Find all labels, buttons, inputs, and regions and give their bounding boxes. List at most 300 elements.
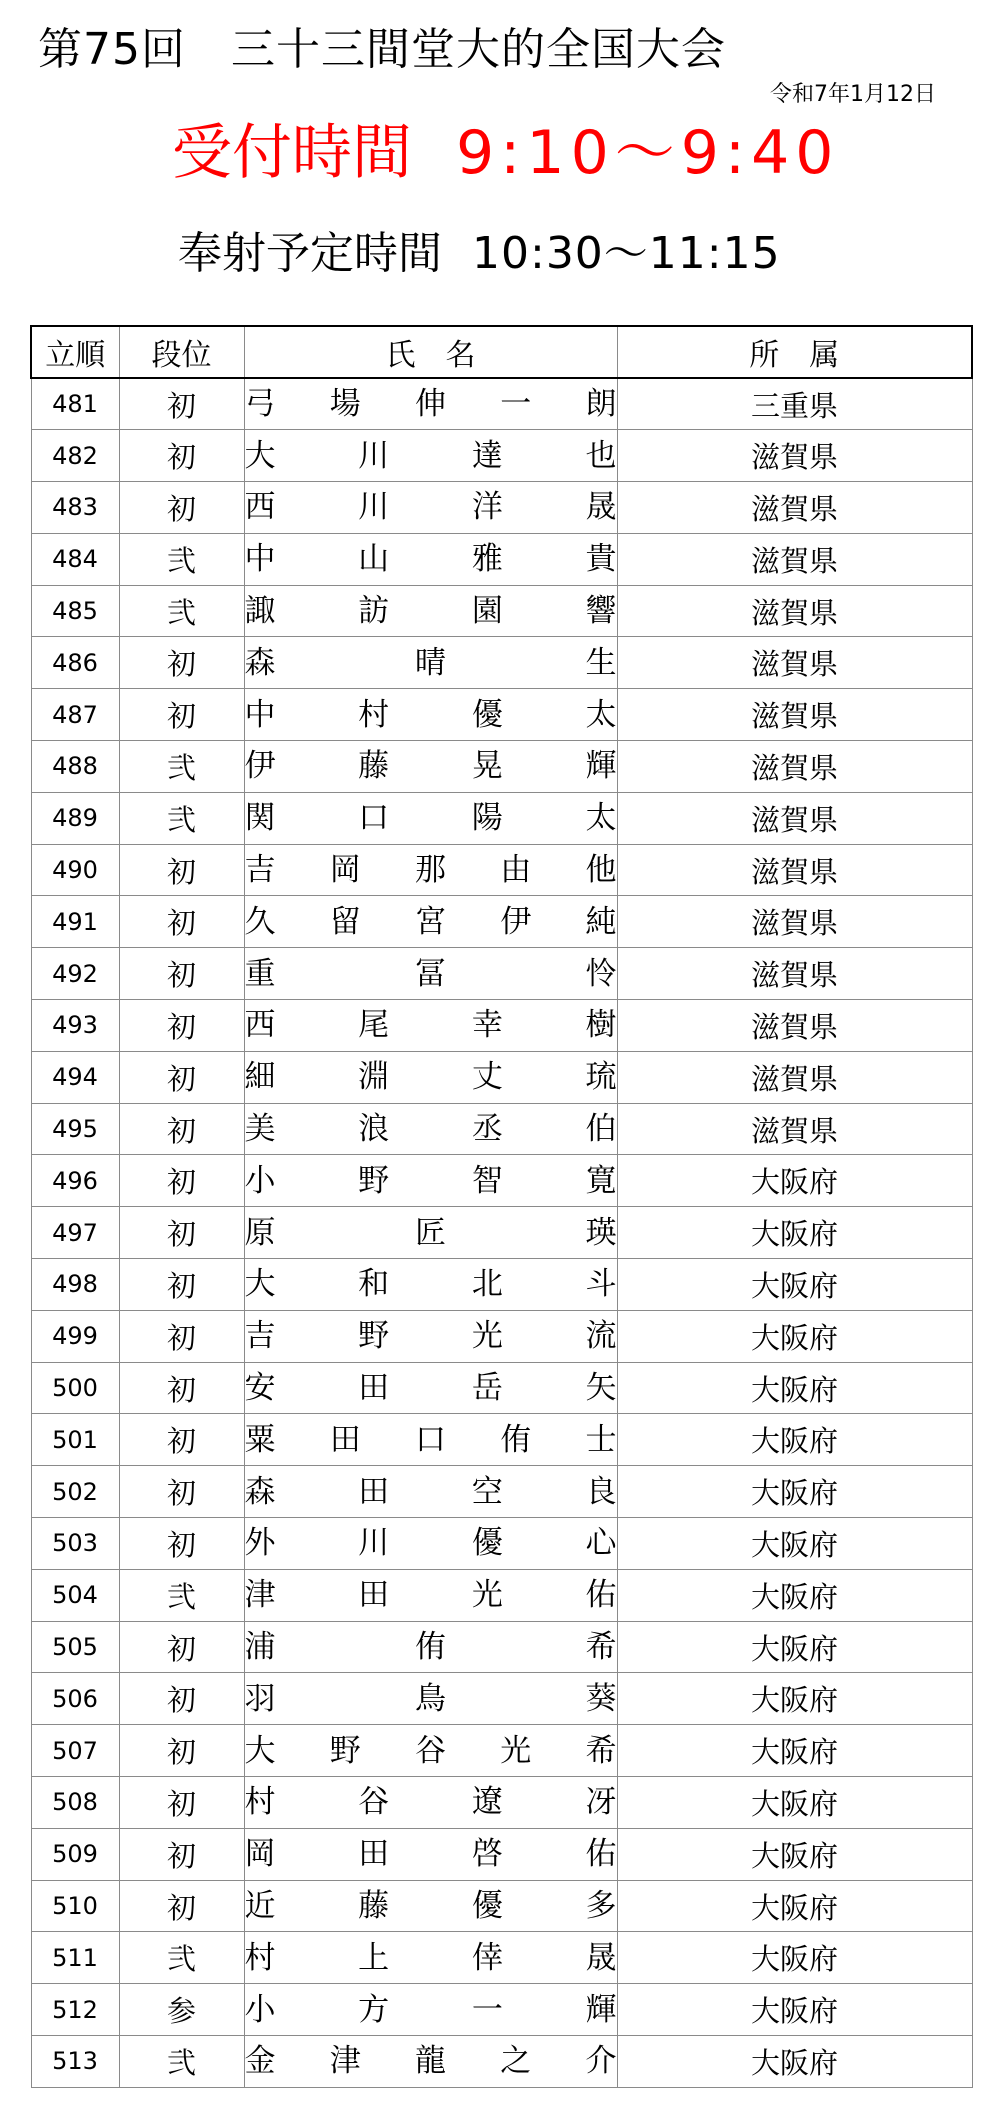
order-number-cell: 492 (31, 948, 119, 1000)
name-character: 場 (329, 386, 361, 423)
name-characters (245, 1057, 617, 1097)
name-character: 野 (358, 1162, 390, 1199)
name-cell (244, 1828, 617, 1880)
name-characters (245, 798, 617, 838)
name-characters (245, 2041, 617, 2081)
name-cell (244, 637, 617, 689)
name-characters (245, 695, 617, 735)
order-number-cell: 497 (31, 1207, 119, 1259)
name-characters (245, 1005, 617, 1045)
table-row (31, 2036, 972, 2088)
order-number-cell: 490 (31, 844, 119, 896)
name-character: 浪 (358, 1111, 390, 1148)
name-cell (244, 1000, 617, 1052)
name-character: 遼 (471, 1784, 503, 1821)
name-characters (245, 1161, 617, 1201)
rank-cell: 参 (119, 1984, 244, 2036)
name-characters (245, 746, 617, 786)
order-number-cell: 509 (31, 1828, 119, 1880)
name-cell (244, 896, 617, 948)
name-characters (245, 1575, 617, 1615)
shooting-time-line (178, 228, 781, 280)
affiliation-cell: 大阪府 (617, 1362, 972, 1414)
table-row (31, 1518, 972, 1570)
name-characters (245, 643, 617, 683)
name-character: 諏 (244, 593, 276, 630)
rank-cell: 初 (119, 1310, 244, 1362)
table-row (31, 1103, 972, 1155)
name-cell (244, 1932, 617, 1984)
table-row (31, 1673, 972, 1725)
name-character: 森 (244, 644, 276, 681)
order-number-cell: 483 (31, 482, 119, 534)
reception-time-line (172, 118, 839, 188)
table-row (31, 1828, 972, 1880)
order-number-cell: 501 (31, 1414, 119, 1466)
name-character: 川 (358, 1525, 390, 1562)
table-header-row (31, 326, 972, 378)
affiliation-cell: 大阪府 (617, 1621, 972, 1673)
rank-cell: 初 (119, 1621, 244, 1673)
name-characters (245, 1938, 617, 1978)
table-row (31, 1362, 972, 1414)
name-character: 谷 (415, 1732, 446, 1769)
name-character: 田 (358, 1836, 390, 1873)
name-character: 優 (471, 1525, 503, 1562)
name-characters (245, 902, 617, 942)
name-character: 留 (329, 903, 361, 940)
rank-cell: 初 (119, 1362, 244, 1414)
rank-cell: 初 (119, 1466, 244, 1518)
column-header-name: 氏 名 (244, 326, 617, 378)
order-number-cell: 510 (31, 1880, 119, 1932)
affiliation-cell: 大阪府 (617, 1777, 972, 1829)
name-character: 朗 (585, 386, 617, 423)
rank-cell: 初 (119, 430, 244, 482)
affiliation-cell: 滋賀県 (617, 637, 972, 689)
name-character: 那 (415, 852, 446, 889)
rank-cell: 初 (119, 482, 244, 534)
affiliation-cell: 滋賀県 (617, 1103, 972, 1155)
table-row (31, 1932, 972, 1984)
name-cell (244, 2036, 617, 2088)
name-character: 細 (244, 1059, 276, 1096)
name-character: 尾 (358, 1007, 390, 1044)
table-row (31, 896, 972, 948)
column-header-affiliation: 所 属 (617, 326, 972, 378)
name-character: 丞 (471, 1111, 503, 1148)
name-character: 大 (244, 437, 276, 474)
name-character: 鳥 (415, 1680, 446, 1717)
name-character: 川 (358, 489, 390, 526)
name-character: 怜 (585, 955, 617, 992)
name-character: 丈 (471, 1059, 503, 1096)
affiliation-cell: 大阪府 (617, 1932, 972, 1984)
name-character: 幸 (471, 1007, 503, 1044)
name-character: 大 (244, 1732, 276, 1769)
order-number-cell: 486 (31, 637, 119, 689)
name-cell (244, 1414, 617, 1466)
name-characters (245, 1886, 617, 1926)
name-character: 中 (244, 541, 276, 578)
order-number-cell: 511 (31, 1932, 119, 1984)
order-number-cell: 481 (31, 378, 119, 430)
table-row (31, 1414, 972, 1466)
name-character: 関 (244, 800, 276, 837)
name-character: 矢 (585, 1370, 617, 1407)
affiliation-cell: 大阪府 (617, 1673, 972, 1725)
name-characters (245, 539, 617, 579)
name-character: 園 (471, 593, 503, 630)
table-row (31, 689, 972, 741)
affiliation-cell: 滋賀県 (617, 585, 972, 637)
affiliation-cell: 滋賀県 (617, 482, 972, 534)
table-row (31, 1725, 972, 1777)
affiliation-cell: 大阪府 (617, 1518, 972, 1570)
order-number-cell: 495 (31, 1103, 119, 1155)
name-character: 琉 (585, 1059, 617, 1096)
table-row (31, 1051, 972, 1103)
affiliation-cell: 滋賀県 (617, 896, 972, 948)
rank-cell: 初 (119, 1414, 244, 1466)
order-number-cell: 496 (31, 1155, 119, 1207)
name-cell (244, 1673, 617, 1725)
name-character: 藤 (358, 748, 390, 785)
name-character: 光 (500, 1732, 532, 1769)
reception-label: 受付時間 (172, 118, 412, 188)
table-row (31, 1207, 972, 1259)
name-character: 由 (500, 852, 532, 889)
name-character: 晟 (585, 1939, 617, 1976)
document-date: 令和7年1月12日 (770, 82, 936, 107)
name-characters (245, 384, 617, 424)
order-number-cell: 505 (31, 1621, 119, 1673)
affiliation-cell: 大阪府 (617, 1310, 972, 1362)
order-number-cell: 503 (31, 1518, 119, 1570)
affiliation-cell: 滋賀県 (617, 948, 972, 1000)
name-character: 希 (585, 1629, 617, 1666)
name-character: 森 (244, 1473, 276, 1510)
name-character: 谷 (358, 1784, 390, 1821)
name-cell (244, 378, 617, 430)
name-character: 多 (585, 1888, 617, 1924)
name-characters (245, 1264, 617, 1304)
name-character: 淵 (358, 1059, 390, 1096)
table-row (31, 844, 972, 896)
name-characters (245, 1731, 617, 1771)
order-number-cell: 485 (31, 585, 119, 637)
name-cell (244, 1051, 617, 1103)
name-character: 久 (244, 903, 276, 940)
affiliation-cell: 滋賀県 (617, 792, 972, 844)
rank-cell: 初 (119, 689, 244, 741)
rank-cell: 初 (119, 1518, 244, 1570)
affiliation-cell: 大阪府 (617, 1880, 972, 1932)
order-number-cell: 512 (31, 1984, 119, 2036)
name-character: 純 (585, 903, 617, 940)
affiliation-cell: 滋賀県 (617, 1051, 972, 1103)
name-character: 訪 (358, 593, 390, 630)
affiliation-cell: 滋賀県 (617, 430, 972, 482)
table-row (31, 1310, 972, 1362)
name-character: 川 (358, 437, 390, 474)
name-character: 光 (471, 1577, 503, 1614)
name-character: 近 (244, 1888, 276, 1924)
name-characters (245, 1627, 617, 1667)
rank-cell: 弐 (119, 2036, 244, 2088)
name-characters (245, 1834, 617, 1874)
name-character: 倖 (471, 1939, 503, 1976)
name-character: 伯 (585, 1111, 617, 1148)
rank-cell: 初 (119, 1259, 244, 1311)
name-character: 山 (358, 541, 390, 578)
name-cell (244, 1259, 617, 1311)
affiliation-cell: 大阪府 (617, 1725, 972, 1777)
order-number-cell: 508 (31, 1777, 119, 1829)
name-character: 伸 (415, 386, 446, 423)
name-character: 侑 (500, 1421, 532, 1458)
name-character: 津 (329, 2043, 361, 2080)
name-character: 田 (358, 1370, 390, 1407)
name-character: 葵 (585, 1680, 617, 1717)
shooting-time: 10:30～11:15 (472, 228, 781, 279)
order-number-cell: 484 (31, 533, 119, 585)
name-characters (245, 1523, 617, 1563)
table-row (31, 1777, 972, 1829)
name-character: 田 (358, 1473, 390, 1510)
name-character: 上 (358, 1939, 390, 1976)
name-character: 之 (500, 2043, 532, 2080)
name-character: 他 (585, 852, 617, 889)
name-character: 大 (244, 1266, 276, 1303)
table-row (31, 1984, 972, 2036)
reception-time: 9:10～9:40 (456, 118, 840, 188)
rank-cell: 初 (119, 948, 244, 1000)
name-character: 伊 (244, 748, 276, 785)
rank-cell: 初 (119, 637, 244, 689)
rank-cell: 弐 (119, 585, 244, 637)
name-characters (245, 1420, 617, 1460)
affiliation-cell: 滋賀県 (617, 689, 972, 741)
name-characters (245, 1316, 617, 1356)
name-character: 村 (244, 1939, 276, 1976)
name-character: 太 (585, 696, 617, 733)
table-row (31, 637, 972, 689)
name-characters (245, 1368, 617, 1408)
affiliation-cell: 滋賀県 (617, 741, 972, 793)
name-character: 羽 (244, 1680, 276, 1717)
name-cell (244, 689, 617, 741)
name-character: 金 (244, 2043, 276, 2080)
name-character: 野 (329, 1732, 361, 1769)
name-cell (244, 741, 617, 793)
order-number-cell: 504 (31, 1569, 119, 1621)
table-row (31, 1466, 972, 1518)
name-character: 心 (585, 1525, 617, 1562)
name-character: 重 (244, 955, 276, 992)
name-character: 啓 (471, 1836, 503, 1873)
name-character: 和 (358, 1266, 390, 1303)
name-cell (244, 1725, 617, 1777)
name-characters (245, 1990, 617, 2030)
shooting-label: 奉射予定時間 (178, 228, 442, 279)
table-row (31, 585, 972, 637)
name-character: 晟 (585, 489, 617, 526)
name-cell (244, 1569, 617, 1621)
name-cell (244, 948, 617, 1000)
column-header-rank: 段位 (119, 326, 244, 378)
name-character: 粟 (244, 1421, 276, 1458)
name-character: 田 (358, 1577, 390, 1614)
name-cell (244, 1880, 617, 1932)
table-row (31, 948, 972, 1000)
name-characters (245, 1472, 617, 1512)
rank-cell: 初 (119, 1777, 244, 1829)
name-character: 宮 (415, 903, 446, 940)
name-character: 外 (244, 1525, 276, 1562)
name-character: 希 (585, 1732, 617, 1769)
name-character: 村 (358, 696, 390, 733)
name-character: 藤 (358, 1888, 390, 1924)
order-number-cell: 487 (31, 689, 119, 741)
name-character: 小 (244, 1162, 276, 1199)
name-character: 小 (244, 1991, 276, 2028)
name-character: 智 (471, 1162, 503, 1199)
affiliation-cell: 滋賀県 (617, 533, 972, 585)
column-header-order: 立順 (31, 326, 119, 378)
name-character: 太 (585, 800, 617, 837)
name-character: 吉 (244, 852, 276, 889)
participant-table (30, 325, 973, 2088)
affiliation-cell: 大阪府 (617, 1569, 972, 1621)
table-row (31, 378, 972, 430)
rank-cell: 弐 (119, 1569, 244, 1621)
table-row (31, 741, 972, 793)
name-character: 雅 (471, 541, 503, 578)
name-character: 弓 (244, 386, 276, 423)
table-row (31, 1155, 972, 1207)
order-number-cell: 499 (31, 1310, 119, 1362)
rank-cell: 初 (119, 378, 244, 430)
name-characters (245, 1109, 617, 1149)
name-character: 貴 (585, 541, 617, 578)
order-number-cell: 513 (31, 2036, 119, 2088)
name-cell (244, 1466, 617, 1518)
table-row (31, 533, 972, 585)
name-cell (244, 1518, 617, 1570)
name-characters (245, 436, 617, 476)
name-character: 田 (329, 1421, 361, 1458)
order-number-cell: 488 (31, 741, 119, 793)
name-character: 瑛 (585, 1214, 617, 1251)
name-characters (245, 487, 617, 527)
name-character: 原 (244, 1214, 276, 1251)
name-character: 介 (585, 2043, 617, 2080)
rank-cell: 初 (119, 1000, 244, 1052)
name-character: 冨 (415, 955, 446, 992)
order-number-cell: 500 (31, 1362, 119, 1414)
name-character: 吉 (244, 1318, 276, 1355)
name-character: 晃 (471, 748, 503, 785)
name-character: 中 (244, 696, 276, 733)
table-row (31, 1880, 972, 1932)
name-cell (244, 1621, 617, 1673)
name-character: 岡 (244, 1836, 276, 1873)
affiliation-cell: 大阪府 (617, 1155, 972, 1207)
table-row (31, 1621, 972, 1673)
name-character: 士 (585, 1421, 617, 1458)
name-character: 西 (244, 489, 276, 526)
rank-cell: 弐 (119, 792, 244, 844)
name-character: 匠 (415, 1214, 446, 1251)
name-character: 寛 (585, 1162, 617, 1199)
rank-cell: 初 (119, 1051, 244, 1103)
order-number-cell: 494 (31, 1051, 119, 1103)
name-character: 北 (471, 1266, 503, 1303)
table-row (31, 792, 972, 844)
name-cell (244, 1362, 617, 1414)
rank-cell: 弐 (119, 741, 244, 793)
name-character: 侑 (415, 1629, 446, 1666)
table-row (31, 1000, 972, 1052)
name-character: 光 (471, 1318, 503, 1355)
name-character: 津 (244, 1577, 276, 1614)
name-character: 岡 (329, 852, 361, 889)
name-cell (244, 585, 617, 637)
name-cell (244, 844, 617, 896)
rank-cell: 初 (119, 844, 244, 896)
rank-cell: 初 (119, 1725, 244, 1777)
name-character: 方 (358, 1991, 390, 2028)
name-cell (244, 430, 617, 482)
affiliation-cell: 大阪府 (617, 1207, 972, 1259)
name-character: 優 (471, 696, 503, 733)
name-cell (244, 1777, 617, 1829)
table-row (31, 1259, 972, 1311)
name-character: 晴 (415, 644, 446, 681)
affiliation-cell: 滋賀県 (617, 1000, 972, 1052)
affiliation-cell: 三重県 (617, 378, 972, 430)
rank-cell: 初 (119, 1880, 244, 1932)
order-number-cell: 502 (31, 1466, 119, 1518)
name-character: 野 (358, 1318, 390, 1355)
affiliation-cell: 大阪府 (617, 2036, 972, 2088)
rank-cell: 初 (119, 1828, 244, 1880)
rank-cell: 初 (119, 896, 244, 948)
order-number-cell: 507 (31, 1725, 119, 1777)
name-character: 西 (244, 1007, 276, 1044)
name-character: 美 (244, 1111, 276, 1148)
order-number-cell: 489 (31, 792, 119, 844)
name-characters (245, 954, 617, 994)
name-character: 伊 (500, 903, 532, 940)
name-cell (244, 1310, 617, 1362)
affiliation-cell: 大阪府 (617, 1414, 972, 1466)
affiliation-cell: 大阪府 (617, 1466, 972, 1518)
name-character: 空 (471, 1473, 503, 1510)
rank-cell: 弐 (119, 1932, 244, 1984)
rank-cell: 初 (119, 1673, 244, 1725)
table-row (31, 430, 972, 482)
affiliation-cell: 大阪府 (617, 1828, 972, 1880)
name-characters (245, 1782, 617, 1822)
name-character: 樹 (585, 1007, 617, 1044)
order-number-cell: 506 (31, 1673, 119, 1725)
name-cell (244, 533, 617, 585)
name-character: 浦 (244, 1629, 276, 1666)
event-title: 第75回 三十三間堂大的全国大会 (38, 24, 726, 75)
table-row (31, 1569, 972, 1621)
